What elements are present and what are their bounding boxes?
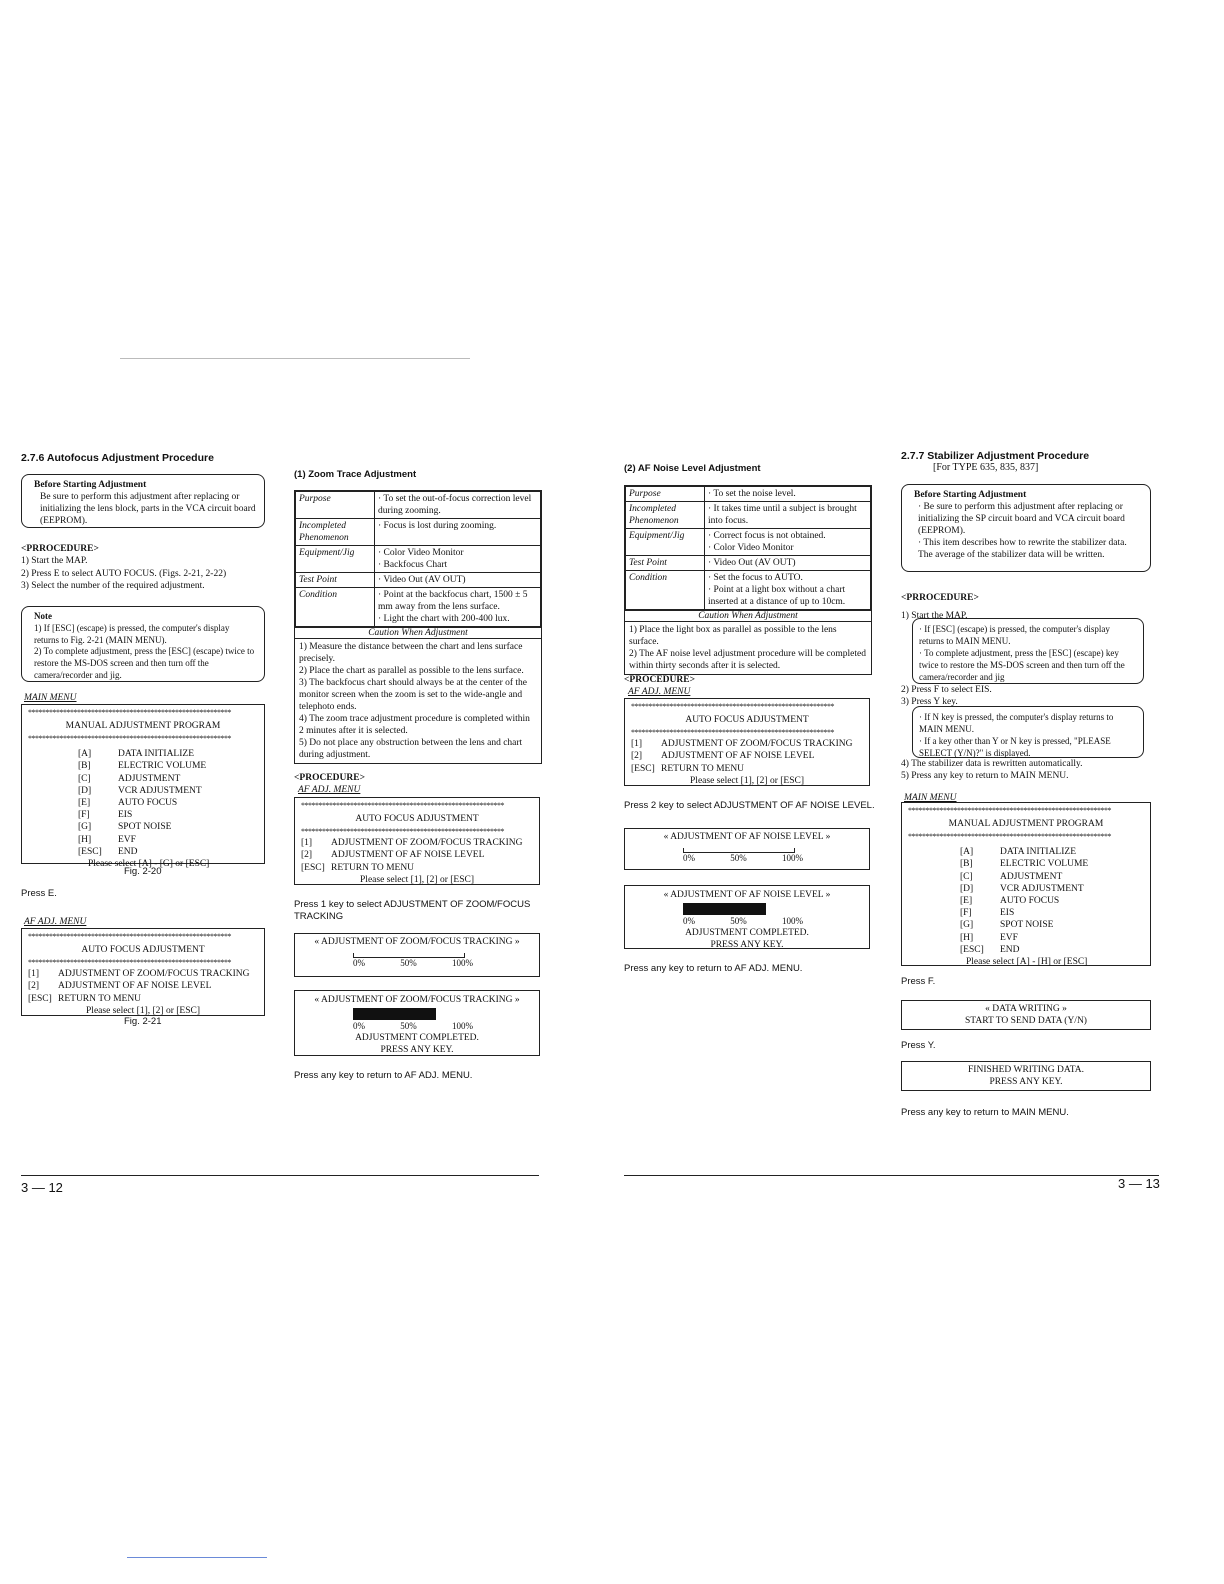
note-item: · If N key is pressed, the computer's display returns to MAIN MENU. bbox=[919, 712, 1114, 734]
menu-item-h[interactable]: [H] EVF bbox=[960, 932, 1018, 943]
noise-return-text: Press any key to return to AF ADJ. MENU. bbox=[624, 963, 803, 974]
procedure-step: 4) The stabilizer data is rewritten automatically. bbox=[901, 759, 1083, 769]
section-title: 2.7.6 Autofocus Adjustment Procedure bbox=[21, 452, 214, 464]
caution-list bbox=[625, 621, 871, 674]
stars-line: ********************************************************** bbox=[631, 728, 834, 738]
stars-line: ********************************************************** bbox=[908, 806, 1111, 815]
stab-main-menu-screen bbox=[901, 802, 1151, 966]
progress-scale: 0% 50% 100% bbox=[683, 916, 803, 926]
noise-af-menu-label: AF ADJ. MENU bbox=[628, 687, 691, 698]
progress-bar-track bbox=[353, 1008, 463, 1020]
stabilizer-subtitle: [For TYPE 635, 835, 837] bbox=[933, 462, 1039, 474]
af-menu-item-1[interactable]: [1] ADJUSTMENT OF ZOOM/FOCUS TRACKING bbox=[301, 838, 523, 849]
spec-row-purpose: Purpose · To set the out-of-focus correction level during zooming. bbox=[296, 492, 541, 519]
stars-line: ********************************************************** bbox=[28, 708, 231, 717]
menu-item-esc[interactable]: [ESC] END bbox=[960, 944, 1020, 955]
menu-item-f[interactable]: [F] EIS bbox=[78, 810, 133, 821]
progress-bar-fill bbox=[353, 1008, 436, 1020]
note-item: · If a key other than Y or N key is pressed, "PLEASE SELECT (Y/N)?" is displayed. bbox=[919, 736, 1111, 758]
af-menu-item-1[interactable]: [1] ADJUSTMENT OF ZOOM/FOCUS TRACKING bbox=[28, 969, 250, 980]
note-item: · If [ESC] (escape) is pressed, the computer's display returns to MAIN MENU. bbox=[919, 624, 1110, 646]
completed-text: ADJUSTMENT COMPLETED. bbox=[685, 928, 809, 938]
procedure-step: 2) Press E to select AUTO FOCUS. (Figs. 2-21, 2-22) bbox=[21, 568, 227, 579]
top-rule bbox=[120, 358, 470, 359]
noise-af-menu-screen bbox=[624, 698, 870, 786]
menu-item-g[interactable]: [G] SPOT NOISE bbox=[78, 822, 172, 833]
menu-item-a[interactable]: [A] DATA INITIALIZE bbox=[78, 749, 195, 760]
zoom-af-menu-label: AF ADJ. MENU bbox=[298, 785, 361, 796]
procedure-step: 3) Press Y key. bbox=[901, 697, 958, 707]
menu-item-h[interactable]: [H] EVF bbox=[78, 834, 136, 845]
note-item: · To complete adjustment, press the [ESC] (escape) key twice to restore the MS-DOS screen and then turn off the camera/recorder and jig bbox=[919, 648, 1125, 682]
press-f-text: Press F. bbox=[901, 976, 936, 987]
af-menu-title: AUTO FOCUS ADJUSTMENT bbox=[685, 715, 809, 725]
zoom-af-menu-screen bbox=[294, 797, 540, 885]
caution-item: 2) The AF noise level adjustment procedure will be completed within thirty seconds after it is selected. bbox=[629, 649, 866, 671]
spec-row-condition: Condition · Set the focus to AUTO. · Point at a light box without a chart inserted at a distance of up to 10cm. bbox=[626, 571, 871, 610]
af-menu-item-2[interactable]: [2] ADJUSTMENT OF AF NOISE LEVEL bbox=[301, 850, 485, 861]
af-menu-title: AUTO FOCUS ADJUSTMENT bbox=[81, 945, 205, 955]
procedure-block bbox=[21, 543, 266, 592]
left-column bbox=[21, 452, 266, 464]
bottom-rule bbox=[127, 1557, 267, 1558]
menu-item-b[interactable]: [B] ELECTRIC VOLUME bbox=[78, 761, 207, 772]
af-menu-item-1[interactable]: [1] ADJUSTMENT OF ZOOM/FOCUS TRACKING bbox=[631, 739, 853, 750]
noise-progress-screen-2 bbox=[624, 885, 870, 949]
caution-item: 1) Measure the distance between the chart and lens surface precisely. bbox=[299, 642, 523, 664]
note-item: 1) If [ESC] (escape) is pressed, the computer's display returns to Fig. 2-21 (MAIN MENU). bbox=[34, 622, 230, 645]
press-e-text: Press E. bbox=[21, 888, 57, 899]
before-starting-box bbox=[21, 474, 265, 528]
fig-2-20-caption: Fig. 2-20 bbox=[124, 866, 162, 877]
procedure-step: 1) Start the MAP. bbox=[21, 556, 88, 567]
caution-title: Caution When Adjustment bbox=[625, 610, 871, 621]
caution-item: 4) The zoom trace adjustment procedure is completed within 2 minutes after it is selected. bbox=[299, 714, 530, 736]
before-title: Before Starting Adjustment bbox=[914, 490, 1027, 500]
zoom-spec-table bbox=[294, 490, 542, 764]
stab-note1-box bbox=[912, 618, 1144, 684]
af-menu-prompt: Please select [1], [2] or [ESC] bbox=[86, 1005, 200, 1016]
screen-title: « DATA WRITING » bbox=[985, 1004, 1067, 1014]
main-menu-items bbox=[28, 748, 258, 858]
procedure-step: 5) Press any key to return to MAIN MENU. bbox=[901, 771, 1069, 781]
finished-screen bbox=[901, 1061, 1151, 1091]
spec-row-purpose: Purpose · To set the noise level. bbox=[626, 487, 871, 502]
zoom-procedure-title: <PROCEDURE> AF ADJ. MENU bbox=[294, 773, 365, 796]
caution-item: 1) Place the light box as parallel as possible to the lens surface. bbox=[629, 625, 837, 647]
caution-item: 3) The backfocus chart should always be at the center of the monitor screen when the zoom is set to the wide-angle and telephoto ends. bbox=[299, 678, 527, 712]
screen-title: « ADJUSTMENT OF AF NOISE LEVEL » bbox=[663, 890, 831, 900]
stab-before-box bbox=[901, 484, 1151, 572]
main-menu-label: MAIN MENU bbox=[24, 693, 77, 703]
main-menu-screen bbox=[21, 704, 265, 870]
menu-item-c[interactable]: [C] ADJUSTMENT bbox=[78, 773, 181, 784]
spec-row-testpoint: Test Point · Video Out (AV OUT) bbox=[296, 573, 541, 588]
note-box bbox=[21, 606, 265, 682]
main-menu-title: MANUAL ADJUSTMENT PROGRAM bbox=[65, 721, 221, 731]
procedure-step: 3) Select the number of the required adjustment. bbox=[21, 580, 205, 591]
press-any-key-text: PRESS ANY KEY. bbox=[989, 1077, 1063, 1087]
caution-item: 2) Place the chart as parallel as possible to the lens surface. bbox=[299, 666, 524, 676]
fig-2-21-caption: Fig. 2-21 bbox=[124, 1016, 162, 1027]
data-writing-screen bbox=[901, 1000, 1151, 1030]
af-menu-item-esc[interactable]: [ESC] RETURN TO MENU bbox=[301, 862, 415, 873]
completed-text: ADJUSTMENT COMPLETED. bbox=[355, 1033, 479, 1043]
procedure-step: 1) Start the MAP. bbox=[901, 611, 968, 621]
af-menu-label: AF ADJ. MENU bbox=[24, 917, 87, 927]
main-menu-title: MANUAL ADJUSTMENT PROGRAM bbox=[948, 819, 1104, 829]
noise-procedure-title: <PROCEDURE> AF ADJ. MENU bbox=[624, 675, 695, 698]
before-title: Before Starting Adjustment bbox=[34, 480, 147, 490]
procedure-title: <PRROCEDURE> bbox=[901, 593, 979, 603]
spec-row-incompleted: Incompleted Phenomenon · Focus is lost during zooming. bbox=[296, 519, 541, 546]
left-bottom-rule bbox=[21, 1175, 539, 1176]
main-menu-items bbox=[908, 846, 1144, 956]
af-menu-prompt: Please select [1], [2] or [ESC] bbox=[690, 775, 804, 786]
stabilizer-header bbox=[901, 450, 1151, 475]
menu-item-e[interactable]: [E] AUTO FOCUS bbox=[78, 798, 178, 809]
menu-item-g[interactable]: [G] SPOT NOISE bbox=[960, 920, 1054, 931]
page-number-right: 3 — 13 bbox=[1118, 1176, 1160, 1191]
progress-scale: 0% 50% 100% bbox=[353, 1021, 473, 1031]
note-item: 2) To complete adjustment, press the [ESC] (escape) twice to restore the MS-DOS screen and then turn off the camera/recorder and jig. bbox=[34, 646, 255, 680]
zoom-return-text: Press any key to return to AF ADJ. MENU. bbox=[294, 1070, 473, 1081]
press-any-key-text: PRESS ANY KEY. bbox=[710, 940, 784, 950]
menu-item-f[interactable]: [F] EIS bbox=[960, 908, 1015, 919]
spec-row-equipment: Equipment/Jig · Correct focus is not obtained. · Color Video Monitor bbox=[626, 529, 871, 556]
finished-text: FINISHED WRITING DATA. bbox=[968, 1065, 1084, 1075]
screen-title: « ADJUSTMENT OF ZOOM/FOCUS TRACKING » bbox=[314, 995, 520, 1005]
press1-text: Press 1 key to select ADJUSTMENT OF ZOOM/FOCUS TRACKING bbox=[294, 899, 531, 922]
af-menu-item-esc[interactable]: [ESC] RETURN TO MENU bbox=[631, 763, 745, 774]
menu-item-esc[interactable]: [ESC] END bbox=[78, 846, 138, 857]
page-number-left: 3 — 12 bbox=[21, 1180, 63, 1195]
press-y-text: Press Y. bbox=[901, 1040, 936, 1051]
screen-title: « ADJUSTMENT OF AF NOISE LEVEL » bbox=[663, 832, 831, 842]
note-title: Note bbox=[34, 611, 52, 621]
caution-title: Caution When Adjustment bbox=[295, 627, 541, 638]
zoom-progress-screen-1 bbox=[294, 933, 540, 977]
menu-item-d[interactable]: [D] VCR ADJUSTMENT bbox=[78, 785, 202, 796]
spec-row-incompleted: Incompleted Phenomenon · It takes time until a subject is brought into focus. bbox=[626, 502, 871, 529]
menu-item-b[interactable]: [B] ELECTRIC VOLUME bbox=[960, 859, 1089, 870]
press2-text: Press 2 key to select ADJUSTMENT OF AF NOISE LEVEL. bbox=[624, 800, 875, 811]
af-menu-prompt: Please select [1], [2] or [ESC] bbox=[360, 874, 474, 885]
before-text: Be sure to perform this adjustment after replacing or initializing the lens block, parts in the VCA circuit board (EEPROM). bbox=[40, 492, 256, 526]
main-menu-prompt: Please select [A] - [G] or [ESC] bbox=[88, 859, 210, 870]
main-menu-prompt: Please select [A] - [H] or [ESC] bbox=[966, 957, 1088, 968]
stars-line: ********************************************************** bbox=[28, 932, 231, 941]
af-menu-item-2[interactable]: [2] ADJUSTMENT OF AF NOISE LEVEL bbox=[631, 751, 815, 762]
spec-row-equipment: Equipment/Jig · Color Video Monitor · Backfocus Chart bbox=[296, 546, 541, 573]
spec-row-testpoint: Test Point · Video Out (AV OUT) bbox=[626, 556, 871, 571]
zoom-trace-title: (1) Zoom Trace Adjustment bbox=[294, 469, 417, 480]
stars-line: ********************************************************** bbox=[908, 832, 1111, 842]
af-menu-screen bbox=[21, 928, 265, 1016]
stab-step2-3 bbox=[901, 684, 1151, 708]
screen-title: « ADJUSTMENT OF ZOOM/FOCUS TRACKING » bbox=[314, 937, 520, 947]
stars-line: ********************************************************** bbox=[28, 734, 231, 744]
progress-bar-track bbox=[683, 903, 793, 915]
spec-row-condition: Condition · Point at the backfocus chart, 1500 ± 5 mm away from the lens surface. · Light the chart with 200-400 lux. bbox=[296, 588, 541, 627]
caution-item: 5) Do not place any obstruction between the lens and chart during adjustment. bbox=[299, 738, 523, 760]
af-menu-item-esc[interactable]: [ESC] RETURN TO MENU bbox=[28, 993, 142, 1004]
stars-line: ********************************************************** bbox=[631, 702, 834, 711]
menu-item-c[interactable]: [C] ADJUSTMENT bbox=[960, 871, 1063, 882]
progress-scale: 0% 50% 100% bbox=[353, 958, 473, 968]
stab-return-text: Press any key to return to MAIN MENU. bbox=[901, 1107, 1069, 1118]
stab-note2-box bbox=[912, 706, 1144, 758]
noise-level-title: (2) AF Noise Level Adjustment bbox=[624, 463, 761, 474]
stab-main-menu-label: MAIN MENU bbox=[904, 793, 957, 803]
noise-progress-screen-1 bbox=[624, 828, 870, 870]
caution-list bbox=[295, 638, 541, 763]
af-menu-title: AUTO FOCUS ADJUSTMENT bbox=[355, 814, 479, 824]
progress-scale: 0% 50% 100% bbox=[683, 853, 803, 863]
stars-line: ********************************************************** bbox=[301, 827, 504, 837]
af-menu-item-2[interactable]: [2] ADJUSTMENT OF AF NOISE LEVEL bbox=[28, 981, 212, 992]
stab-step4-5 bbox=[901, 758, 1151, 782]
before-item: · Be sure to perform this adjustment after replacing or initializing the SP circuit board and VCA circuit board (EEPROM). bbox=[918, 502, 1125, 536]
before-item: · This item describes how to rewrite the stabilizer data. The average of the stabilizer data will be written. bbox=[918, 538, 1127, 560]
screen-text: START TO SEND DATA (Y/N) bbox=[965, 1016, 1087, 1026]
menu-item-a[interactable]: [A] DATA INITIALIZE bbox=[960, 847, 1077, 858]
progress-bar-fill bbox=[683, 903, 766, 915]
stabilizer-title: 2.7.7 Stabilizer Adjustment Procedure bbox=[901, 450, 1090, 462]
menu-item-e[interactable]: [E] AUTO FOCUS bbox=[960, 896, 1060, 907]
noise-spec-table bbox=[624, 485, 872, 675]
right-bottom-rule bbox=[624, 1175, 1159, 1176]
stars-line: ********************************************************** bbox=[28, 958, 231, 968]
press-any-key-text: PRESS ANY KEY. bbox=[380, 1045, 454, 1055]
zoom-progress-screen-2 bbox=[294, 990, 540, 1056]
procedure-title: <PRROCEDURE> bbox=[21, 544, 99, 554]
menu-item-d[interactable]: [D] VCR ADJUSTMENT bbox=[960, 883, 1084, 894]
procedure-step: 2) Press F to select EIS. bbox=[901, 685, 992, 695]
stars-line: ********************************************************** bbox=[301, 801, 504, 810]
